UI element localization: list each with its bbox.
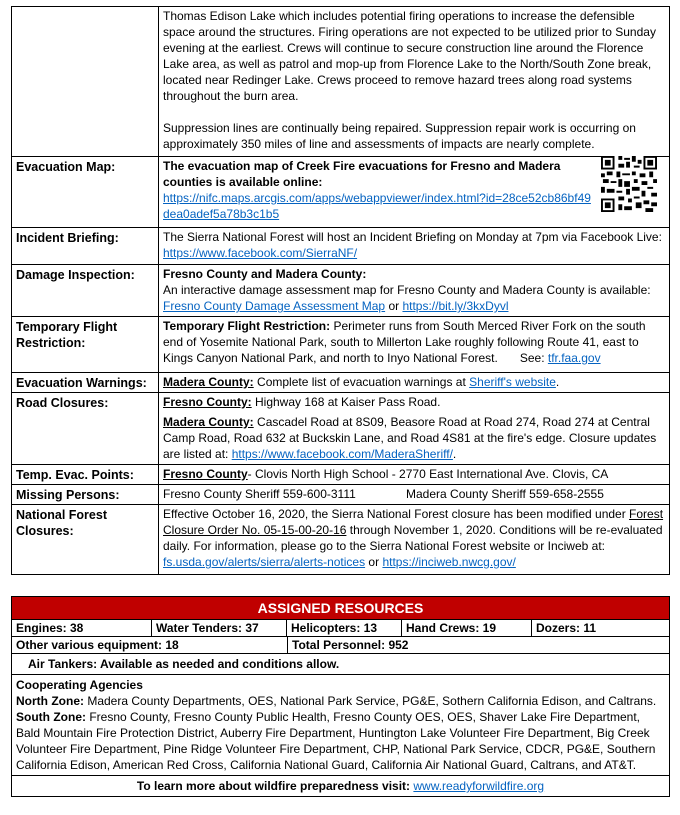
table-row <box>12 317 670 373</box>
madera-road-period: . <box>452 447 457 461</box>
fresno-county-heading: Fresno County: <box>163 395 252 409</box>
evac-warnings-period: . <box>555 375 560 389</box>
south-zone-text: Fresno County, Fresno County Public Health, Fresno County OES, OES, Shaver Lake Fire Department, Bald Mountain Fire Protection District, Auberry Fire Department, Huntington Lake Volunteer Fire Department, Big Creek Volunteer Fire Department, Pine Ridge Volunteer Fire Department, CHP, National Park Service, CDCR, PG&E, Southern California Edison, American Red Cross, California National Guard, California Air National Guard, Caltrans, and AT&T. <box>16 710 656 772</box>
fresno-road-closure <box>163 394 665 410</box>
madera-road-text: Cascadel Road at 8S09, Beasore Road at Road 274, Road 274 at Central Camp Road, Road 632 at Buckskin Lane, and Road 4S81 at the fire's edge. Closure updates are listed at: <box>163 415 657 461</box>
hand-crews-count: Hand Crews: 19 <box>402 620 532 636</box>
madera-sheriff-link[interactable]: https://www.facebook.com/MaderaSheriff/ <box>231 447 453 461</box>
row-label-empty <box>12 7 159 157</box>
evac-warnings-label: Evacuation Warnings: <box>12 373 159 393</box>
tfr-see: See: <box>519 351 548 365</box>
briefing-text: The Sierra National Forest will host an Incident Briefing on Monday at 7pm via Facebook Live: <box>163 230 662 244</box>
temp-evac-text: - Clovis North High School - 2770 East International Ave. Clovis, CA <box>247 467 609 481</box>
madera-sheriff-phone: Madera County Sheriff 559-658-2555 <box>406 487 604 501</box>
tfr-link[interactable]: tfr.faa.gov <box>547 351 601 365</box>
other-equipment-count: Other various equipment: 18 <box>12 637 288 653</box>
fresno-sheriff-phone: Fresno County Sheriff 559-600-3111 <box>163 487 356 501</box>
briefing-label: Incident Briefing: <box>12 228 159 265</box>
missing-persons-cell <box>159 485 670 505</box>
missing-persons-label: Missing Persons: <box>12 485 159 505</box>
road-closures-cell <box>159 393 670 465</box>
cooperating-agencies <box>12 675 669 776</box>
evac-map-label: Evacuation Map: <box>12 157 159 228</box>
preparedness-footer <box>12 776 669 796</box>
national-forest-cell <box>159 505 670 575</box>
table-row <box>12 393 670 465</box>
nf-or: or <box>365 555 383 569</box>
north-zone-text: Madera County Departments, OES, National Park Service, PG&E, Sothern California Edison, and Caltrans. <box>84 694 657 708</box>
temp-evac-cell <box>159 465 670 485</box>
table-row <box>12 157 670 228</box>
air-tankers <box>12 654 669 674</box>
tfr-heading: Temporary Flight Restriction: <box>163 319 331 333</box>
table-row <box>12 373 670 393</box>
water-tenders-count: Water Tenders: 37 <box>152 620 287 636</box>
damage-bitly-link[interactable]: https://bit.ly/3kxDyvl <box>402 299 509 313</box>
info-table <box>11 6 670 575</box>
temp-evac-label: Temp. Evac. Points: <box>12 465 159 485</box>
qr-code-icon <box>601 156 657 212</box>
assigned-resources <box>11 596 670 797</box>
evac-map-link[interactable]: https://nifc.maps.arcgis.com/apps/webappviewer/index.html?id=28ce52cb86bf49dea0adef5a78b3c1b5 <box>163 191 591 221</box>
damage-or: or <box>385 299 403 313</box>
madera-road-closure <box>163 414 665 462</box>
dozers-count: Dozers: 11 <box>536 621 597 635</box>
suppression-paragraph: Suppression lines are continually being repaired. Suppression repair work is occurring on approximately 350 miles of line and assessments of impacts are nearly complete. <box>163 121 636 151</box>
damage-map-link[interactable]: Fresno County Damage Assessment Map <box>163 299 386 313</box>
resources-row-1 <box>12 620 669 637</box>
table-row <box>12 485 670 505</box>
air-tankers-text: Air Tankers: Available as needed and conditions allow. <box>28 657 340 671</box>
footer-text: To learn more about wildfire preparedness visit: <box>136 779 414 793</box>
resources-row-2 <box>12 637 669 654</box>
briefing-cell <box>159 228 670 265</box>
closure-order: Forest Closure Order No. 05-15-00-20-16 <box>163 507 664 537</box>
evac-map-text: The evacuation map of Creek Fire evacuations for Fresno and Madera counties is available online: <box>163 159 561 189</box>
south-zone-label: South Zone: <box>16 710 86 724</box>
resources-row-3 <box>12 654 669 675</box>
damage-cell <box>159 265 670 317</box>
north-zone-label: North Zone: <box>16 694 84 708</box>
engines-count: Engines: 38 <box>12 620 152 636</box>
cooperating-agencies-title: Cooperating Agencies <box>16 678 143 692</box>
sheriff-website-link[interactable]: Sheriff's website <box>469 375 556 389</box>
operations-text <box>159 7 670 157</box>
total-personnel-count: Total Personnel: 952 <box>292 638 409 652</box>
damage-label: Damage Inspection: <box>12 265 159 317</box>
madera-county-heading: Madera County: <box>163 415 254 429</box>
national-forest-label: National Forest Closures: <box>12 505 159 575</box>
evac-warnings-cell <box>159 373 670 393</box>
table-row <box>12 465 670 485</box>
evac-warnings-text: Complete list of evacuation warnings at <box>253 375 470 389</box>
damage-text: An interactive damage assessment map for Fresno County and Madera County is available: <box>163 283 651 297</box>
table-row <box>12 265 670 317</box>
readyforwildfire-link[interactable]: www.readyforwildfire.org <box>413 779 545 793</box>
inciweb-link[interactable]: https://inciweb.nwcg.gov/ <box>382 555 516 569</box>
tfr-cell <box>159 317 670 373</box>
road-closures-label: Road Closures: <box>12 393 159 465</box>
operations-paragraph: Thomas Edison Lake which includes potential firing operations to increase the defensible space around the structures. Firing operations are not expected to be utilized prior to Sunday evening at the earliest. Crews will continue to secure construction line around the Florence Lake area, as well as patrol and mop-up from Florence Lake to the North/South Zone break, located near Redinger Lake. Crews proceed to remove hazard trees along road systems throughout the burn area. <box>163 9 656 103</box>
table-row <box>12 505 670 575</box>
fs-usda-link[interactable]: fs.usda.gov/alerts/sierra/alerts-notices <box>163 555 366 569</box>
evac-warnings-county: Madera County: <box>163 375 254 389</box>
tfr-label: Temporary Flight Restriction: <box>12 317 159 373</box>
north-zone <box>16 693 665 709</box>
south-zone <box>16 709 665 773</box>
fresno-road-text: Highway 168 at Kaiser Pass Road. <box>251 395 441 409</box>
table-row <box>12 7 670 157</box>
nf-text-1: Effective October 16, 2020, the Sierra National Forest closure has been modified under <box>163 507 630 521</box>
evac-map-cell <box>159 157 670 228</box>
nf-text-2: through November 1, 2020. Conditions will be re-evaluated daily. For information, please go to the Sierra National Forest website or Inciweb at: <box>163 523 663 553</box>
temp-evac-county: Fresno County <box>163 467 248 481</box>
helicopters-count: Helicopters: 13 <box>287 620 402 636</box>
tfr-text: Perimeter runs from South Merced River Fork on the south end of Yosemite National Park, south to Millerton Lake roughly following Route 41, east to Kings Canyon National Park, and north to Inyo National Forest. <box>163 319 646 365</box>
damage-heading: Fresno County and Madera County: <box>163 267 367 281</box>
briefing-link[interactable]: https://www.facebook.com/SierraNF/ <box>163 246 358 260</box>
table-row <box>12 228 670 265</box>
resources-title: ASSIGNED RESOURCES <box>12 597 669 620</box>
